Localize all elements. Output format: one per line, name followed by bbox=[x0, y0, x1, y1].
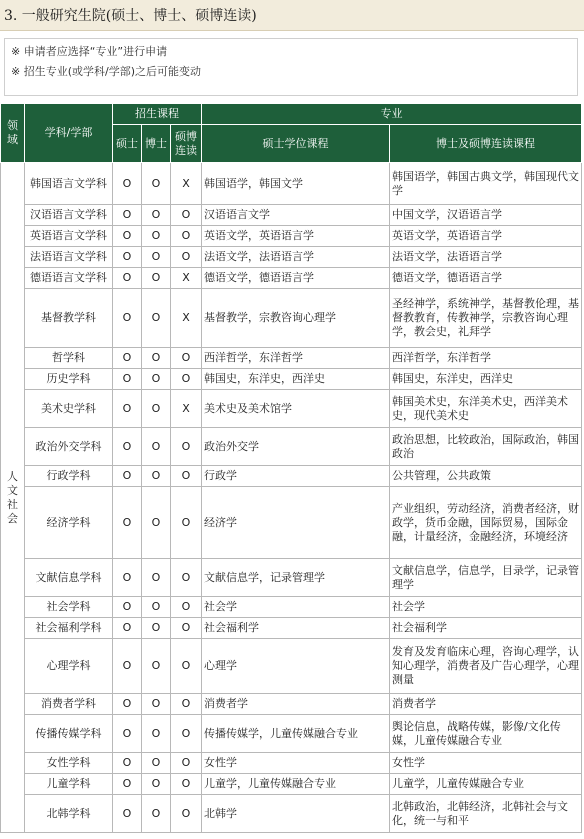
master-major-cell: 韩国语学，韩国文学 bbox=[202, 163, 390, 205]
master-major-cell: 西洋哲学，东洋哲学 bbox=[202, 348, 390, 369]
doctor-mark: O bbox=[142, 639, 171, 694]
master-major-cell: 汉语语言文学 bbox=[202, 205, 390, 226]
header-enroll: 招生课程 bbox=[113, 104, 202, 125]
table-row bbox=[1, 753, 582, 774]
table-row bbox=[1, 694, 582, 715]
combined-mark: O bbox=[171, 774, 202, 795]
doctor-major-cell: 北韩政治，北韩经济，北韩社会与文化，统一与和平 bbox=[390, 795, 582, 833]
master-major-cell: 心理学 bbox=[202, 639, 390, 694]
header-domain: 领域 bbox=[1, 104, 25, 163]
table-row bbox=[1, 205, 582, 226]
doctor-mark: O bbox=[142, 226, 171, 247]
master-mark: O bbox=[113, 694, 142, 715]
header-master: 硕士 bbox=[113, 125, 142, 163]
combined-mark: O bbox=[171, 428, 202, 466]
doctor-major-cell: 韩国史，东洋史，西洋史 bbox=[390, 369, 582, 390]
table-row bbox=[1, 369, 582, 390]
dept-cell: 传播传媒学科 bbox=[25, 715, 113, 753]
table-row bbox=[1, 487, 582, 559]
master-mark: O bbox=[113, 348, 142, 369]
table-row bbox=[1, 163, 582, 205]
table-row bbox=[1, 795, 582, 833]
doctor-mark: O bbox=[142, 163, 171, 205]
doctor-mark: O bbox=[142, 694, 171, 715]
combined-mark: O bbox=[171, 466, 202, 487]
table-row bbox=[1, 774, 582, 795]
header-major: 专业 bbox=[202, 104, 582, 125]
combined-mark: O bbox=[171, 639, 202, 694]
master-mark: O bbox=[113, 618, 142, 639]
combined-mark: O bbox=[171, 795, 202, 833]
master-mark: O bbox=[113, 390, 142, 428]
doctor-mark: O bbox=[142, 369, 171, 390]
master-mark: O bbox=[113, 163, 142, 205]
doctor-major-cell: 中国文学，汉语语言学 bbox=[390, 205, 582, 226]
dept-cell: 法语语言文学科 bbox=[25, 247, 113, 268]
table-row bbox=[1, 466, 582, 487]
doctor-major-cell: 德语文学，德语语言学 bbox=[390, 268, 582, 289]
doctor-mark: O bbox=[142, 466, 171, 487]
table-row bbox=[1, 618, 582, 639]
doctor-major-cell: 儿童学，儿童传媒融合专业 bbox=[390, 774, 582, 795]
domain-label: 人文社会 bbox=[7, 469, 18, 525]
doctor-mark: O bbox=[142, 348, 171, 369]
master-major-cell: 儿童学，儿童传媒融合专业 bbox=[202, 774, 390, 795]
master-mark: O bbox=[113, 715, 142, 753]
dept-cell: 心理学科 bbox=[25, 639, 113, 694]
dept-cell: 文献信息学科 bbox=[25, 559, 113, 597]
doctor-mark: O bbox=[142, 247, 171, 268]
master-mark: O bbox=[113, 466, 142, 487]
dept-cell: 社会福利学科 bbox=[25, 618, 113, 639]
dept-cell: 儿童学科 bbox=[25, 774, 113, 795]
doctor-mark: O bbox=[142, 487, 171, 559]
table-row bbox=[1, 247, 582, 268]
combined-mark: O bbox=[171, 205, 202, 226]
combined-mark: O bbox=[171, 369, 202, 390]
master-mark: O bbox=[113, 753, 142, 774]
doctor-mark: O bbox=[142, 428, 171, 466]
doctor-mark: O bbox=[142, 795, 171, 833]
dept-cell: 经济学科 bbox=[25, 487, 113, 559]
master-mark: O bbox=[113, 559, 142, 597]
combined-mark: O bbox=[171, 694, 202, 715]
master-mark: O bbox=[113, 795, 142, 833]
combined-mark: O bbox=[171, 618, 202, 639]
master-major-cell: 英语文学，英语语言学 bbox=[202, 226, 390, 247]
doctor-major-cell: 圣经神学，系统神学，基督教伦理，基督教教育，传教神学，宗教咨询心理学，教会史，礼拜学 bbox=[390, 289, 582, 348]
table-row bbox=[1, 715, 582, 753]
doctor-major-cell: 法语文学，法语语言学 bbox=[390, 247, 582, 268]
table-header bbox=[1, 104, 582, 163]
master-major-cell: 文献信息学，记录管理学 bbox=[202, 559, 390, 597]
master-mark: O bbox=[113, 639, 142, 694]
doctor-mark: O bbox=[142, 774, 171, 795]
table-row bbox=[1, 428, 582, 466]
doctor-major-cell: 社会福利学 bbox=[390, 618, 582, 639]
header-doctor-major: 博士及硕博连读课程 bbox=[390, 125, 582, 163]
dept-cell: 汉语语言文学科 bbox=[25, 205, 113, 226]
combined-mark: O bbox=[171, 753, 202, 774]
master-major-cell: 经济学 bbox=[202, 487, 390, 559]
note-line: ※ 招生专业(或学科/学部)之后可能变动 bbox=[11, 65, 202, 78]
master-mark: O bbox=[113, 289, 142, 348]
master-mark: O bbox=[113, 369, 142, 390]
doctor-mark: O bbox=[142, 715, 171, 753]
doctor-major-cell: 女性学 bbox=[390, 753, 582, 774]
master-mark: O bbox=[113, 487, 142, 559]
combined-mark: O bbox=[171, 487, 202, 559]
dept-cell: 韩国语言文学科 bbox=[25, 163, 113, 205]
master-major-cell: 女性学 bbox=[202, 753, 390, 774]
master-mark: O bbox=[113, 226, 142, 247]
table-row bbox=[1, 597, 582, 618]
header-master-major: 硕士学位课程 bbox=[202, 125, 390, 163]
master-mark: O bbox=[113, 597, 142, 618]
master-major-cell: 美术史及美术馆学 bbox=[202, 390, 390, 428]
master-mark: O bbox=[113, 774, 142, 795]
doctor-major-cell: 社会学 bbox=[390, 597, 582, 618]
master-major-cell: 政治外交学 bbox=[202, 428, 390, 466]
header-dept: 学科/学部 bbox=[25, 104, 113, 163]
doctor-mark: O bbox=[142, 597, 171, 618]
dept-cell: 历史学科 bbox=[25, 369, 113, 390]
domain-cell bbox=[1, 163, 25, 833]
note-line: ※ 申请者应选择“专业”进行申请 bbox=[11, 45, 168, 58]
table-row bbox=[1, 268, 582, 289]
doctor-major-cell: 西洋哲学，东洋哲学 bbox=[390, 348, 582, 369]
master-major-cell: 基督教学，宗教咨询心理学 bbox=[202, 289, 390, 348]
master-mark: O bbox=[113, 428, 142, 466]
dept-cell: 英语语言文学科 bbox=[25, 226, 113, 247]
master-major-cell: 消费者学 bbox=[202, 694, 390, 715]
combined-mark: X bbox=[171, 390, 202, 428]
combined-mark: O bbox=[171, 715, 202, 753]
combined-mark: O bbox=[171, 226, 202, 247]
combined-mark: X bbox=[171, 163, 202, 205]
combined-mark: O bbox=[171, 247, 202, 268]
doctor-mark: O bbox=[142, 559, 171, 597]
table-row bbox=[1, 226, 582, 247]
master-major-cell: 德语文学，德语语言学 bbox=[202, 268, 390, 289]
header-combined: 硕博连读 bbox=[171, 125, 202, 163]
table-body bbox=[1, 163, 582, 833]
dept-cell: 德语语言文学科 bbox=[25, 268, 113, 289]
dept-cell: 政治外交学科 bbox=[25, 428, 113, 466]
combined-mark: X bbox=[171, 289, 202, 348]
table-row bbox=[1, 289, 582, 348]
doctor-major-cell: 产业组织，劳动经济，消费者经济，财政学，货币金融，国际贸易，国际金融，计量经济，金融经济，环境经济 bbox=[390, 487, 582, 559]
dept-cell: 哲学科 bbox=[25, 348, 113, 369]
master-major-cell: 北韩学 bbox=[202, 795, 390, 833]
master-major-cell: 传播传媒学，儿童传媒融合专业 bbox=[202, 715, 390, 753]
master-major-cell: 韩国史，东洋史，西洋史 bbox=[202, 369, 390, 390]
dept-cell: 美术史学科 bbox=[25, 390, 113, 428]
doctor-mark: O bbox=[142, 268, 171, 289]
combined-mark: X bbox=[171, 268, 202, 289]
section-title-bar bbox=[0, 0, 584, 31]
doctor-mark: O bbox=[142, 289, 171, 348]
master-mark: O bbox=[113, 247, 142, 268]
doctor-mark: O bbox=[142, 753, 171, 774]
doctor-major-cell: 发育及发育临床心理，咨询心理学，认知心理学，消费者及广告心理学，心理测量 bbox=[390, 639, 582, 694]
doctor-mark: O bbox=[142, 205, 171, 226]
table-row bbox=[1, 559, 582, 597]
doctor-mark: O bbox=[142, 618, 171, 639]
combined-mark: O bbox=[171, 559, 202, 597]
doctor-major-cell: 消费者学 bbox=[390, 694, 582, 715]
combined-mark: O bbox=[171, 348, 202, 369]
doctor-major-cell: 政治思想，比较政治，国际政治，韩国政治 bbox=[390, 428, 582, 466]
doctor-major-cell: 舆论信息，战略传媒，影像/文化传媒，儿童传媒融合专业 bbox=[390, 715, 582, 753]
master-mark: O bbox=[113, 268, 142, 289]
master-major-cell: 法语文学，法语语言学 bbox=[202, 247, 390, 268]
doctor-major-cell: 英语文学，英语语言学 bbox=[390, 226, 582, 247]
doctor-major-cell: 文献信息学，信息学，目录学，记录管理学 bbox=[390, 559, 582, 597]
dept-cell: 女性学科 bbox=[25, 753, 113, 774]
program-table bbox=[0, 103, 582, 833]
doctor-major-cell: 韩国美术史，东洋美术史，西洋美术史，现代美术史 bbox=[390, 390, 582, 428]
dept-cell: 行政学科 bbox=[25, 466, 113, 487]
doctor-major-cell: 公共管理，公共政策 bbox=[390, 466, 582, 487]
section-title: 3. 一般研究生院(硕士、博士、硕博连读) bbox=[4, 8, 257, 24]
dept-cell: 消费者学科 bbox=[25, 694, 113, 715]
notes-box bbox=[4, 38, 578, 96]
header-doctor: 博士 bbox=[142, 125, 171, 163]
doctor-mark: O bbox=[142, 390, 171, 428]
master-mark: O bbox=[113, 205, 142, 226]
combined-mark: O bbox=[171, 597, 202, 618]
doctor-major-cell: 韩国语学，韩国古典文学，韩国现代文学 bbox=[390, 163, 582, 205]
table-row bbox=[1, 348, 582, 369]
master-major-cell: 行政学 bbox=[202, 466, 390, 487]
master-major-cell: 社会福利学 bbox=[202, 618, 390, 639]
table-row bbox=[1, 639, 582, 694]
table-row bbox=[1, 390, 582, 428]
dept-cell: 北韩学科 bbox=[25, 795, 113, 833]
dept-cell: 基督教学科 bbox=[25, 289, 113, 348]
dept-cell: 社会学科 bbox=[25, 597, 113, 618]
master-major-cell: 社会学 bbox=[202, 597, 390, 618]
